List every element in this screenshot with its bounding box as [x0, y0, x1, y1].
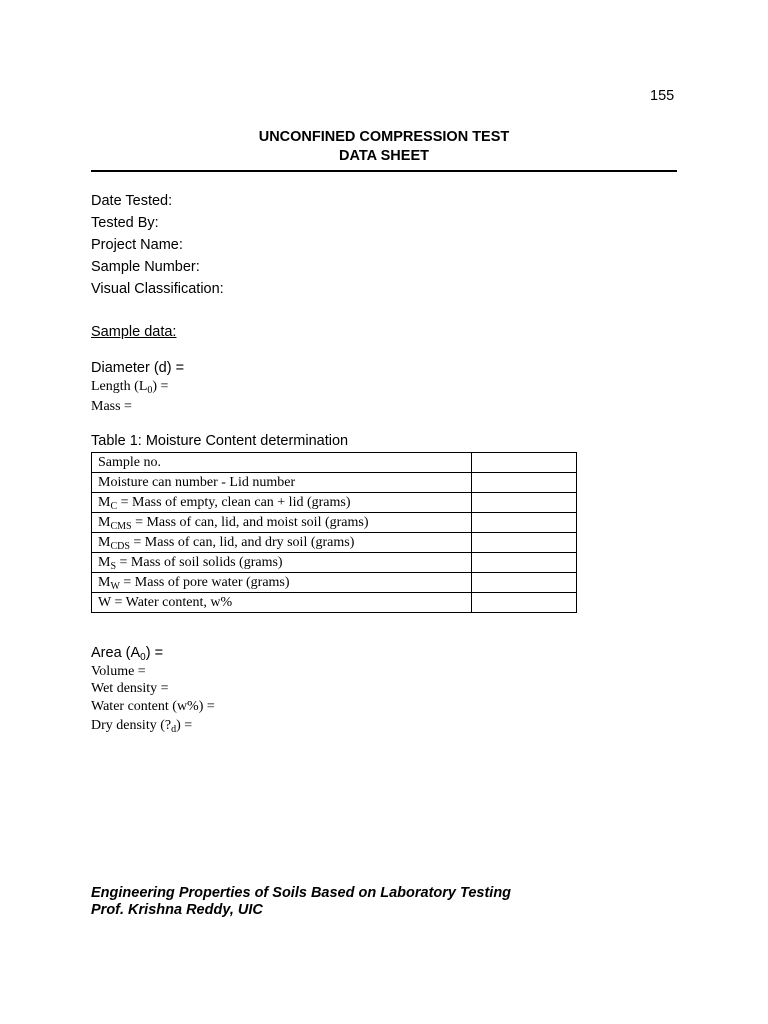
- mass-label: Mass =: [91, 399, 132, 414]
- row-label: W = Water content, w%: [92, 593, 472, 613]
- row-label: Sample no.: [92, 453, 472, 473]
- page-title: UNCONFINED COMPRESSION TEST: [258, 129, 510, 145]
- value-cell: [472, 553, 577, 573]
- wet-density-label: Wet density =: [91, 681, 169, 696]
- table-row: [92, 513, 577, 533]
- table-row: [92, 493, 577, 513]
- row-label: Moisture can number - Lid number: [92, 473, 472, 493]
- footer-book-title: Engineering Properties of Soils Based on Laboratory Testing: [91, 885, 512, 901]
- tested-by-label: Tested By:: [91, 215, 159, 231]
- diameter-label: Diameter (d) =: [91, 360, 185, 376]
- footer-author: Prof. Krishna Reddy, UIC: [91, 902, 263, 918]
- value-cell: [472, 573, 577, 593]
- table-row: [92, 553, 577, 573]
- moisture-content-table: [91, 452, 577, 613]
- header-divider: [91, 170, 677, 172]
- table-row: [92, 593, 577, 613]
- value-cell: [472, 513, 577, 533]
- sample-data-heading: Sample data:: [91, 324, 177, 340]
- row-label: $M_S$ = Mass of soil solids (grams): [92, 553, 472, 573]
- row-label: $M_{CMS}$ = Mass of can, lid, and moist soil (grams): [92, 513, 472, 533]
- water-content-label: Water content (w%) =: [91, 699, 215, 714]
- row-label: $M_W$ = Mass of pore water (grams): [92, 573, 472, 593]
- volume-label: Volume =: [91, 664, 146, 679]
- page-number: 155: [650, 88, 675, 104]
- project-name-label: Project Name:: [91, 237, 183, 253]
- visual-classification-label: Visual Classification:: [91, 281, 224, 297]
- sample-number-label: Sample Number:: [91, 259, 200, 275]
- row-label: $M_{CDS}$ = Mass of can, lid, and dry soil (grams): [92, 533, 472, 553]
- date-tested-label: Date Tested:: [91, 193, 173, 209]
- value-cell: [472, 473, 577, 493]
- dry-density-label: Dry density $(?_d)$ =: [91, 718, 193, 735]
- table-row: [92, 573, 577, 593]
- value-cell: [472, 493, 577, 513]
- table-row: [92, 453, 577, 473]
- table-caption: Table 1: Moisture Content determination: [91, 433, 349, 449]
- value-cell: [472, 533, 577, 553]
- page-subtitle: DATA SHEET: [339, 148, 429, 164]
- value-cell: [472, 453, 577, 473]
- table-row: [92, 533, 577, 553]
- area-label: Area $(A_0)$ =: [91, 645, 164, 663]
- length-label: Length $(L_0)$ =: [91, 379, 169, 396]
- table-row: [92, 473, 577, 493]
- value-cell: [472, 593, 577, 613]
- row-label: $M_C$ = Mass of empty, clean can + lid (grams): [92, 493, 472, 513]
